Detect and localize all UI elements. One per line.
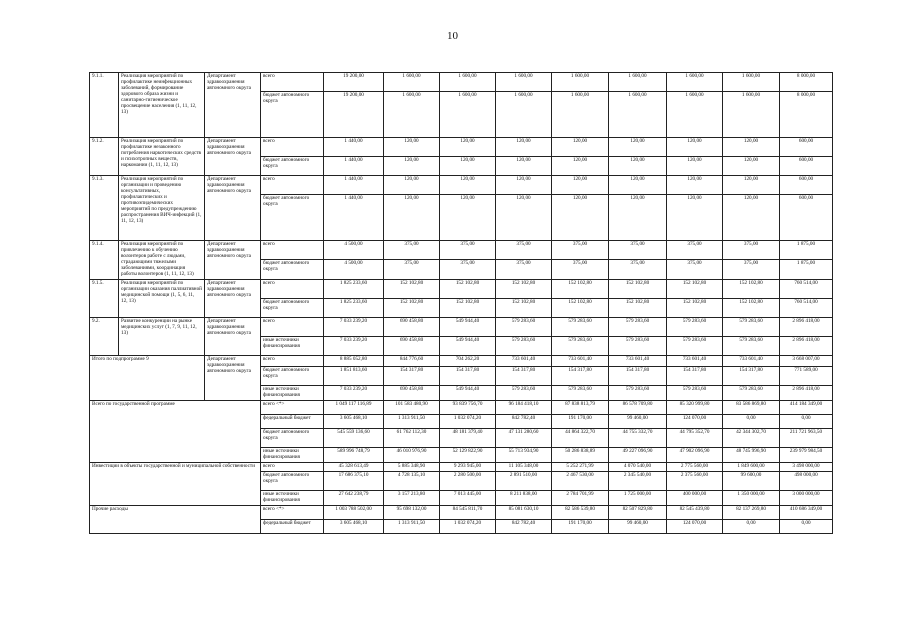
amount-cell: 1 032 074,20	[440, 519, 496, 533]
amount-cell: 375,00	[609, 260, 667, 279]
amount-cell: 3 498 000,00	[780, 462, 833, 471]
amount-cell: 120,00	[496, 138, 552, 157]
amount-cell: 99 600,00	[723, 471, 780, 490]
amount-cell: 152 102,80	[667, 279, 723, 298]
amount-cell: 579 283,60	[552, 317, 609, 336]
item-code: 9.1.3.	[90, 176, 119, 241]
item-code: 9.1.1.	[90, 73, 119, 138]
amount-cell: 2 891 510,00	[496, 471, 552, 490]
table-row	[90, 462, 833, 471]
source-label: всего	[261, 317, 324, 336]
amount-cell: 152 102,80	[609, 279, 667, 298]
budget-table-body	[90, 73, 833, 534]
amount-cell: 120,00	[723, 157, 780, 176]
amount-cell: 46 010 976,90	[384, 447, 440, 462]
source-label: всего	[261, 73, 324, 92]
source-label: федеральный бюджет	[261, 414, 324, 428]
amount-cell: 1 440,00	[324, 176, 384, 195]
table-row	[90, 355, 833, 366]
source-label: иные источники финансирования	[261, 385, 324, 400]
amount-cell: 93 839 756,70	[440, 400, 496, 414]
amount-cell: 1 851 813,60	[324, 366, 384, 385]
amount-cell: 733 601,40	[496, 355, 552, 366]
amount-cell: 82 586 539,80	[552, 505, 609, 519]
table-row	[90, 279, 833, 298]
amount-cell: 1 440,00	[324, 138, 384, 157]
amount-cell: 2 896 418,00	[780, 317, 833, 336]
amount-cell: 1 600,00	[609, 92, 667, 138]
source-label: бюджет автономного округа	[261, 195, 324, 241]
amount-cell: 4 070 540,00	[609, 462, 667, 471]
amount-cell: 85 320 999,80	[667, 400, 723, 414]
amount-cell: 152 102,80	[723, 298, 780, 317]
item-title: Реализация мероприятий по организации оказания паллиативной медицинской помощи (1, 5, 6, 11, 12, 13)	[119, 279, 205, 317]
amount-cell: 1 875,00	[780, 260, 833, 279]
amount-cell: 0,00	[780, 414, 833, 428]
executor-cell: Департамент здравоохранения автономного округа	[205, 138, 261, 176]
amount-cell: 375,00	[552, 260, 609, 279]
amount-cell: 549 944,40	[440, 336, 496, 355]
amount-cell: 120,00	[723, 195, 780, 241]
amount-cell: 690 458,80	[384, 317, 440, 336]
amount-cell: 375,00	[384, 260, 440, 279]
amount-cell: 120,00	[384, 138, 440, 157]
amount-cell: 8 000,00	[780, 92, 833, 138]
amount-cell: 17 686 375,10	[324, 471, 384, 490]
amount-cell: 120,00	[723, 176, 780, 195]
amount-cell: 0,00	[723, 414, 780, 428]
amount-cell: 8 211 838,00	[496, 490, 552, 505]
amount-cell: 1 600,00	[440, 73, 496, 92]
amount-cell: 844 776,60	[384, 355, 440, 366]
summary-title: Всего по государственной программе	[90, 400, 261, 462]
amount-cell: 44 795 352,70	[667, 428, 723, 447]
amount-cell: 120,00	[440, 157, 496, 176]
amount-cell: 600,00	[780, 176, 833, 195]
amount-cell: 44 755 332,70	[609, 428, 667, 447]
amount-cell: 760 514,00	[780, 279, 833, 298]
summary-title: Инвестиции в объекты государственной и муниципальной собственности	[90, 462, 261, 505]
table-row	[90, 241, 833, 260]
amount-cell: 8 000,00	[780, 73, 833, 92]
item-title: Реализация мероприятий по организации и проведению консультативных, профилактических и противоэпидемических мероприятий по предупреждению распространения ВИЧ-инфекций (1, 11, 12, 13)	[119, 176, 205, 241]
amount-cell: 1 600,00	[496, 92, 552, 138]
item-title: Развитие конкуренции на рынке медицинских услуг (1, 7, 9, 11, 12, 13)	[119, 317, 205, 355]
page-number: 10	[447, 30, 458, 42]
amount-cell: 1 600,00	[552, 73, 609, 92]
amount-cell: 842 782,40	[496, 414, 552, 428]
amount-cell: 55 713 934,90	[496, 447, 552, 462]
amount-cell: 120,00	[440, 195, 496, 241]
source-label: бюджет автономного округа	[261, 260, 324, 279]
amount-cell: 414 184 349,00	[780, 400, 833, 414]
amount-cell: 1 875,00	[780, 241, 833, 260]
amount-cell: 1 049 117 116,89	[324, 400, 384, 414]
amount-cell: 44 864 322,70	[552, 428, 609, 447]
amount-cell: 7 033 239,20	[324, 317, 384, 336]
amount-cell: 3 000 000,00	[780, 490, 833, 505]
executor-cell: Департамент здравоохранения автономного округа	[205, 279, 261, 317]
amount-cell: 101 583 480,90	[384, 400, 440, 414]
amount-cell: 42 344 302,70	[723, 428, 780, 447]
amount-cell: 191 170,00	[552, 414, 609, 428]
item-title: Реализация мероприятий по профилактике неинфекционных заболеваний, формирование здорового образа жизни и санитарно-гигиеническое просвещение населения (1, 11, 12, 13)	[119, 73, 205, 138]
amount-cell: 152 102,80	[384, 279, 440, 298]
amount-cell: 120,00	[384, 176, 440, 195]
amount-cell: 120,00	[440, 138, 496, 157]
source-label: иные источники финансирования	[261, 336, 324, 355]
amount-cell: 1 600,00	[440, 92, 496, 138]
table-row	[90, 176, 833, 195]
amount-cell: 152 102,80	[552, 279, 609, 298]
amount-cell: 96 184 418,10	[496, 400, 552, 414]
amount-cell: 154 317,80	[667, 366, 723, 385]
amount-cell: 375,00	[552, 241, 609, 260]
amount-cell: 1 032 074,20	[440, 414, 496, 428]
amount-cell: 579 283,60	[667, 385, 723, 400]
amount-cell: 48 181 379,40	[440, 428, 496, 447]
amount-cell: 579 283,60	[667, 317, 723, 336]
amount-cell: 52 129 822,90	[440, 447, 496, 462]
amount-cell: 7 013 445,00	[440, 490, 496, 505]
table-row	[90, 317, 833, 336]
amount-cell: 154 317,80	[723, 366, 780, 385]
amount-cell: 82 545 439,80	[667, 505, 723, 519]
amount-cell: 9 293 945,00	[440, 462, 496, 471]
amount-cell: 1 600,00	[384, 92, 440, 138]
amount-cell: 579 283,60	[667, 336, 723, 355]
amount-cell: 95 698 132,00	[384, 505, 440, 519]
amount-cell: 7 033 239,20	[324, 385, 384, 400]
amount-cell: 545 559 136,60	[324, 428, 384, 447]
amount-cell: 733 601,40	[723, 355, 780, 366]
amount-cell: 4 728 135,10	[384, 471, 440, 490]
amount-cell: 579 283,60	[496, 336, 552, 355]
amount-cell: 1 440,00	[324, 195, 384, 241]
amount-cell: 5 885 348,90	[384, 462, 440, 471]
amount-cell: 152 102,80	[496, 279, 552, 298]
amount-cell: 1 825 233,60	[324, 279, 384, 298]
amount-cell: 120,00	[496, 176, 552, 195]
amount-cell: 120,00	[723, 138, 780, 157]
source-label: иные источники финансирования	[261, 490, 324, 505]
amount-cell: 498 000,00	[780, 471, 833, 490]
amount-cell: 1 849 600,00	[723, 462, 780, 471]
executor-cell: Департамент здравоохранения автономного округа	[205, 317, 261, 355]
amount-cell: 690 458,80	[384, 336, 440, 355]
amount-cell: 19 200,00	[324, 92, 384, 138]
amount-cell: 733 601,40	[667, 355, 723, 366]
amount-cell: 83 586 869,80	[723, 400, 780, 414]
amount-cell: 589 996 748,79	[324, 447, 384, 462]
amount-cell: 120,00	[552, 138, 609, 157]
amount-cell: 704 262,20	[440, 355, 496, 366]
amount-cell: 1 600,00	[667, 92, 723, 138]
amount-cell: 152 102,80	[440, 298, 496, 317]
amount-cell: 154 317,80	[552, 366, 609, 385]
amount-cell: 410 686 349,00	[780, 505, 833, 519]
amount-cell: 27 642 238,79	[324, 490, 384, 505]
amount-cell: 154 317,80	[609, 366, 667, 385]
amount-cell: 152 102,80	[384, 298, 440, 317]
amount-cell: 85 081 630,10	[496, 505, 552, 519]
amount-cell: 82 137 269,80	[723, 505, 780, 519]
amount-cell: 1 600,00	[723, 73, 780, 92]
amount-cell: 86 578 709,80	[609, 400, 667, 414]
source-label: бюджет автономного округа	[261, 298, 324, 317]
amount-cell: 154 317,80	[384, 366, 440, 385]
amount-cell: 1 313 911,50	[384, 414, 440, 428]
amount-cell: 1 600,00	[496, 73, 552, 92]
amount-cell: 842 782,40	[496, 519, 552, 533]
amount-cell: 733 601,40	[609, 355, 667, 366]
amount-cell: 1 003 788 502,00	[324, 505, 384, 519]
amount-cell: 50 286 838,89	[552, 447, 609, 462]
amount-cell: 1 350 000,00	[723, 490, 780, 505]
amount-cell: 1 600,00	[723, 92, 780, 138]
amount-cell: 120,00	[609, 195, 667, 241]
amount-cell: 1 440,00	[324, 157, 384, 176]
source-label: бюджет автономного округа	[261, 471, 324, 490]
source-label: бюджет автономного округа	[261, 157, 324, 176]
amount-cell: 549 944,40	[440, 317, 496, 336]
amount-cell: 120,00	[552, 195, 609, 241]
amount-cell: 375,00	[496, 260, 552, 279]
amount-cell: 600,00	[780, 195, 833, 241]
amount-cell: 211 721 963,50	[780, 428, 833, 447]
amount-cell: 120,00	[552, 176, 609, 195]
source-label: бюджет автономного округа	[261, 366, 324, 385]
amount-cell: 120,00	[667, 195, 723, 241]
amount-cell: 124 070,00	[667, 414, 723, 428]
amount-cell: 3 157 213,80	[384, 490, 440, 505]
amount-cell: 375,00	[440, 241, 496, 260]
amount-cell: 124 070,00	[667, 519, 723, 533]
amount-cell: 1 600,00	[667, 73, 723, 92]
amount-cell: 2 345 540,00	[609, 471, 667, 490]
amount-cell: 120,00	[552, 157, 609, 176]
amount-cell: 1 313 911,50	[384, 519, 440, 533]
amount-cell: 8 885 052,80	[324, 355, 384, 366]
amount-cell: 48 745 996,90	[723, 447, 780, 462]
amount-cell: 99 460,00	[609, 414, 667, 428]
amount-cell: 375,00	[496, 241, 552, 260]
executor-cell: Департамент здравоохранения автономного округа	[205, 73, 261, 138]
amount-cell: 760 514,00	[780, 298, 833, 317]
amount-cell: 120,00	[609, 138, 667, 157]
amount-cell: 120,00	[496, 195, 552, 241]
amount-cell: 375,00	[667, 241, 723, 260]
amount-cell: 3 605 468,10	[324, 414, 384, 428]
amount-cell: 375,00	[723, 241, 780, 260]
amount-cell: 2 375 560,00	[667, 471, 723, 490]
source-label: иные источники финансирования	[261, 447, 324, 462]
amount-cell: 2 467 530,00	[552, 471, 609, 490]
amount-cell: 579 283,60	[552, 385, 609, 400]
amount-cell: 579 283,60	[609, 317, 667, 336]
amount-cell: 120,00	[384, 157, 440, 176]
amount-cell: 771 589,00	[780, 366, 833, 385]
amount-cell: 375,00	[440, 260, 496, 279]
source-label: бюджет автономного округа	[261, 428, 324, 447]
amount-cell: 120,00	[496, 157, 552, 176]
amount-cell: 1 600,00	[384, 73, 440, 92]
amount-cell: 400 000,00	[667, 490, 723, 505]
amount-cell: 120,00	[609, 157, 667, 176]
amount-cell: 733 601,40	[552, 355, 609, 366]
amount-cell: 1 600,00	[552, 92, 609, 138]
amount-cell: 11 105 348,00	[496, 462, 552, 471]
amount-cell: 2 896 418,00	[780, 385, 833, 400]
amount-cell: 191 170,00	[552, 519, 609, 533]
item-title: Реализация мероприятий по привлечению к обучению волонтеров работе с людьми, страдающими тяжелыми заболеваниями, координация работы волонтеров (1, 11, 12, 13)	[119, 241, 205, 280]
amount-cell: 600,00	[780, 157, 833, 176]
amount-cell: 152 102,80	[609, 298, 667, 317]
item-title: Итого по подпрограмме 9	[90, 355, 205, 400]
amount-cell: 1 825 233,60	[324, 298, 384, 317]
amount-cell: 0,00	[780, 519, 833, 533]
amount-cell: 549 944,40	[440, 385, 496, 400]
amount-cell: 120,00	[667, 176, 723, 195]
amount-cell: 120,00	[609, 176, 667, 195]
amount-cell: 19 200,00	[324, 73, 384, 92]
amount-cell: 45 328 613,49	[324, 462, 384, 471]
amount-cell: 579 283,60	[723, 336, 780, 355]
executor-cell: Департамент здравоохранения автономного округа	[205, 241, 261, 280]
amount-cell: 152 102,80	[440, 279, 496, 298]
amount-cell: 152 102,80	[496, 298, 552, 317]
amount-cell: 152 102,80	[552, 298, 609, 317]
amount-cell: 3 668 007,00	[780, 355, 833, 366]
amount-cell: 47 902 096,90	[667, 447, 723, 462]
table-row	[90, 73, 833, 92]
item-code: 9.1.5.	[90, 279, 119, 317]
amount-cell: 3 605 468,10	[324, 519, 384, 533]
amount-cell: 87 838 813,79	[552, 400, 609, 414]
source-label: всего	[261, 462, 324, 471]
amount-cell: 1 600,00	[609, 73, 667, 92]
executor-cell: Департамент здравоохранения автономного округа	[205, 176, 261, 241]
source-label: всего	[261, 355, 324, 366]
amount-cell: 375,00	[723, 260, 780, 279]
amount-cell: 120,00	[667, 138, 723, 157]
amount-cell: 120,00	[667, 157, 723, 176]
amount-cell: 600,00	[780, 138, 833, 157]
source-label: федеральный бюджет	[261, 519, 324, 533]
amount-cell: 375,00	[667, 260, 723, 279]
amount-cell: 84 545 811,70	[440, 505, 496, 519]
item-title: Реализация мероприятий по профилактике незаконного потребления наркотических средств и психотропных веществ, наркомании (1, 11, 12, 13)	[119, 138, 205, 176]
amount-cell: 5 252 271,99	[552, 462, 609, 471]
table-row	[90, 400, 833, 414]
table-row	[90, 138, 833, 157]
amount-cell: 579 283,60	[496, 385, 552, 400]
amount-cell: 154 317,80	[496, 366, 552, 385]
amount-cell: 1 725 000,00	[609, 490, 667, 505]
source-label: всего	[261, 241, 324, 260]
amount-cell: 0,00	[723, 519, 780, 533]
amount-cell: 375,00	[609, 241, 667, 260]
executor-cell: Департамент здравоохранения автономного округа	[205, 355, 261, 400]
amount-cell: 61 762 112,30	[384, 428, 440, 447]
amount-cell: 579 283,60	[723, 317, 780, 336]
amount-cell: 120,00	[384, 195, 440, 241]
amount-cell: 579 283,60	[723, 385, 780, 400]
amount-cell: 7 033 239,20	[324, 336, 384, 355]
amount-cell: 99 460,00	[609, 519, 667, 533]
amount-cell: 47 131 280,60	[496, 428, 552, 447]
amount-cell: 579 283,60	[496, 317, 552, 336]
table-row	[90, 505, 833, 519]
budget-table	[89, 72, 833, 534]
amount-cell: 579 283,60	[609, 385, 667, 400]
amount-cell: 120,00	[440, 176, 496, 195]
source-label: всего <*>	[261, 400, 324, 414]
source-label: всего	[261, 176, 324, 195]
amount-cell: 2 775 560,00	[667, 462, 723, 471]
source-label: всего	[261, 279, 324, 298]
amount-cell: 579 283,60	[552, 336, 609, 355]
source-label: бюджет автономного округа	[261, 92, 324, 138]
item-code: 9.1.4.	[90, 241, 119, 280]
source-label: всего <*>	[261, 505, 324, 519]
amount-cell: 2 280 500,00	[440, 471, 496, 490]
amount-cell: 152 102,80	[723, 279, 780, 298]
amount-cell: 4 500,00	[324, 241, 384, 260]
amount-cell: 2 784 701,99	[552, 490, 609, 505]
amount-cell: 239 979 984,50	[780, 447, 833, 462]
amount-cell: 375,00	[384, 241, 440, 260]
item-code: 9.2.	[90, 317, 119, 355]
source-label: всего	[261, 138, 324, 157]
amount-cell: 152 102,80	[667, 298, 723, 317]
amount-cell: 82 507 829,80	[609, 505, 667, 519]
item-code: 9.1.2.	[90, 138, 119, 176]
summary-title: Прочие расходы	[90, 505, 261, 533]
amount-cell: 154 317,80	[440, 366, 496, 385]
amount-cell: 579 283,60	[609, 336, 667, 355]
amount-cell: 4 500,00	[324, 260, 384, 279]
amount-cell: 2 896 418,00	[780, 336, 833, 355]
amount-cell: 49 227 096,90	[609, 447, 667, 462]
amount-cell: 690 458,80	[384, 385, 440, 400]
